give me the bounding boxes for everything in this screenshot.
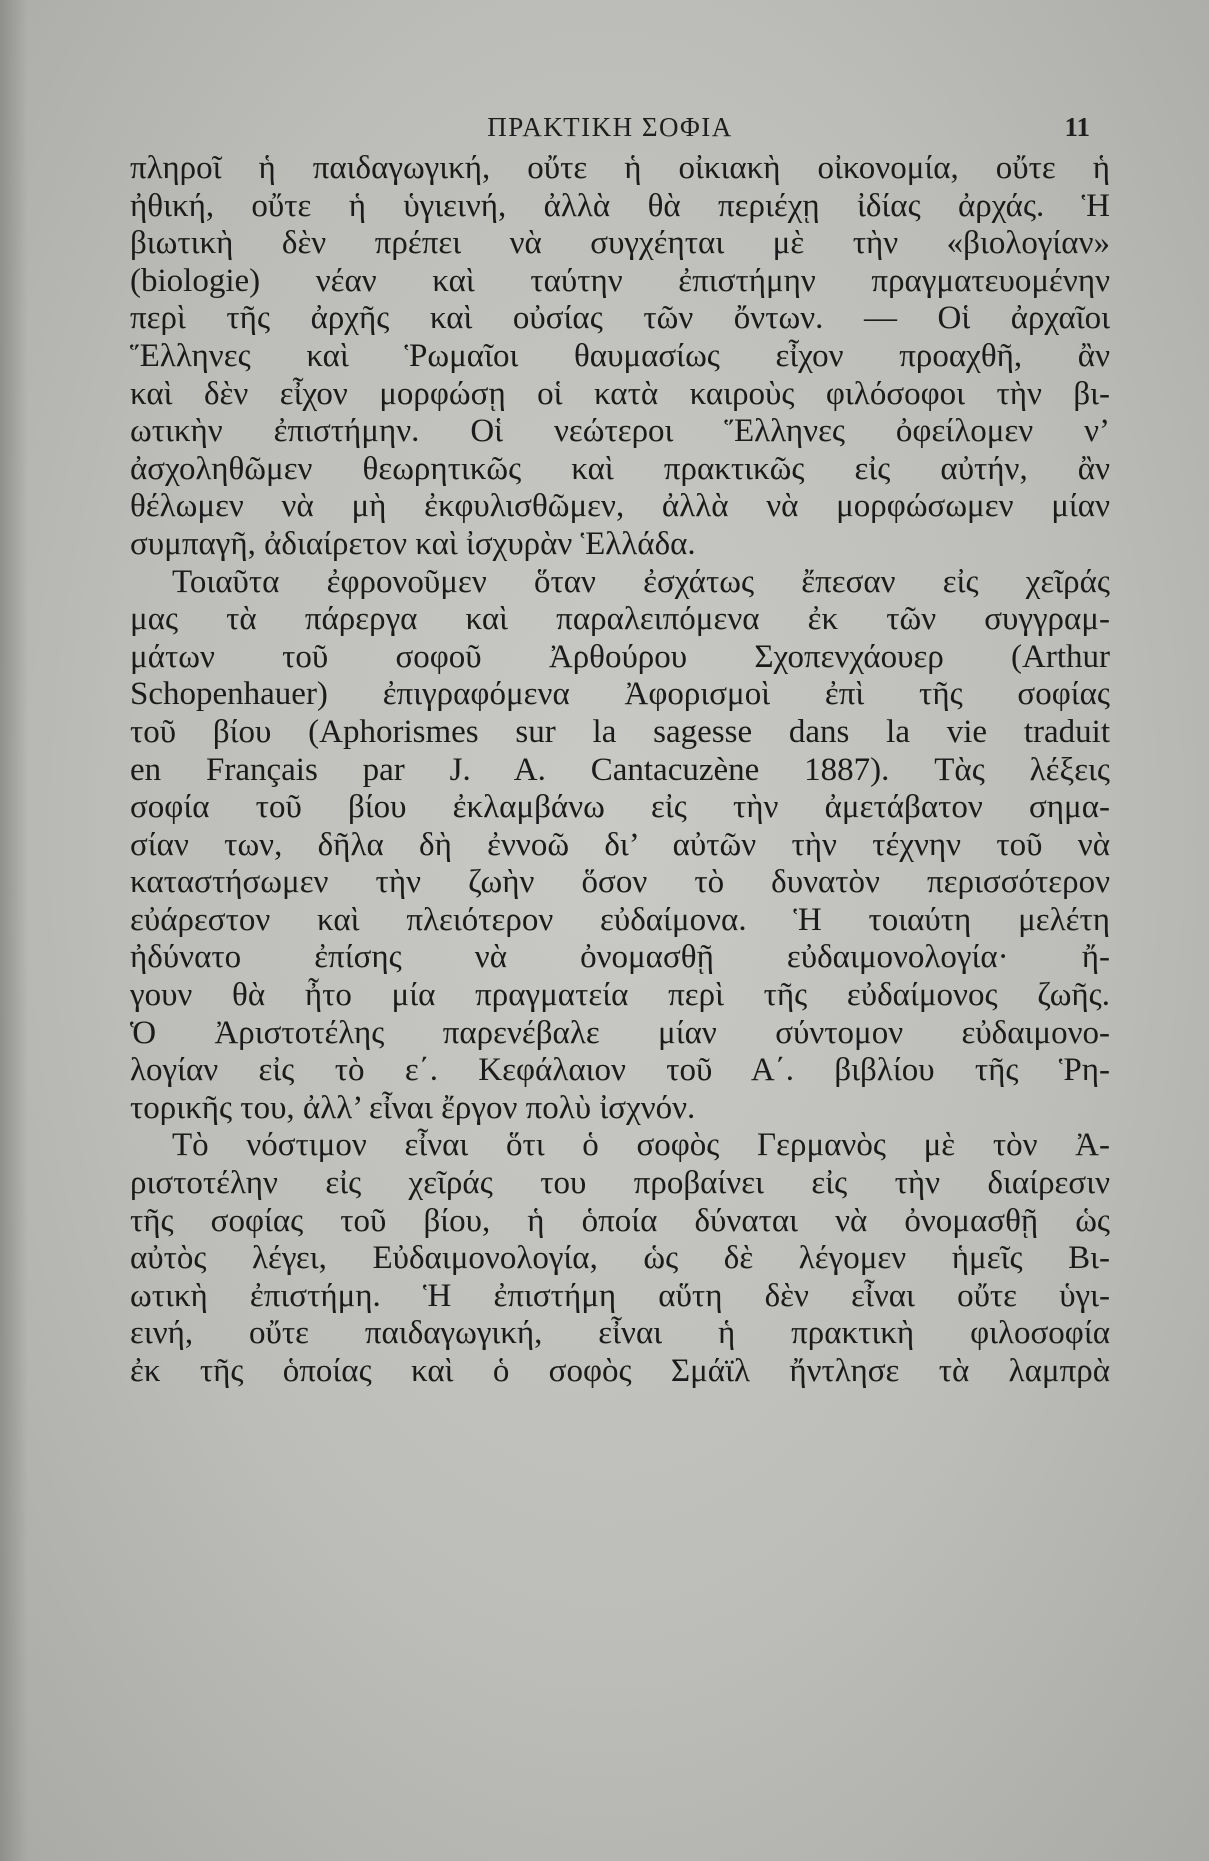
text-line: συμπαγῆ, ἀδιαίρετον καὶ ἰσχυρὰν Ἑλλάδα. xyxy=(130,525,696,562)
text-line: ἐκ τῆς ὁποίας καὶ ὁ σοφὸς Σμάϊλ ἤντλησε τὰ λαμπρὰ xyxy=(130,1353,1110,1389)
text-line: θέλωμεν νὰ μὴ ἐκφυλισθῶμεν, ἀλλὰ νὰ μορφώσωμεν μίαν xyxy=(130,488,1110,525)
paragraph-start-line: Τὸ νόστιμον εἶναι ὅτι ὁ σοφὸς Γερμανὸς μὲ τὸν Ἀ- xyxy=(172,1127,1110,1164)
text-line: τοῦ βίου (Aphorismes sur la sagesse dans la vie traduit xyxy=(130,713,1110,750)
text-line: en Français par J. A. Cantacuzène 1887). Τὰς λέξεις xyxy=(130,751,1110,788)
running-head xyxy=(130,112,1090,152)
text-line: Ὁ Ἀριστοτέλης παρενέβαλε μίαν σύντομον εὐδαιμονο- xyxy=(130,1014,1110,1051)
text-line: Ἕλληνες καὶ Ῥωμαῖοι θαυμασίως εἶχον προαχθῆ, ἂν xyxy=(130,337,1110,374)
text-line: λογίαν εἰς τὸ ε΄. Κεφάλαιον τοῦ Α΄. βιβλίου τῆς Ῥη- xyxy=(130,1052,1110,1089)
text-line: ωτικὴν ἐπιστήμην. Οἱ νεώτεροι Ἕλληνες ὀφείλομεν ν’ xyxy=(130,413,1110,450)
text-line: ἠδύνατο ἐπίσης νὰ ὀνομασθῇ εὐδαιμονολογία· ἤ- xyxy=(130,939,1110,976)
paragraph-start-line: Τοιαῦτα ἐφρονοῦμεν ὅταν ἐσχάτως ἔπεσαν εἰς χεῖράς xyxy=(172,563,1110,600)
text-line: ἠθική, οὔτε ἡ ὑγιεινή, ἀλλὰ θὰ περιέχῃ ἰδίας ἀρχάς. Ἡ xyxy=(130,187,1110,224)
text-line: ωτικὴ ἐπιστήμη. Ἡ ἐπιστήμη αὕτη δὲν εἶναι οὔτε ὑγι- xyxy=(130,1277,1110,1314)
text-line: τορικῆς του, ἀλλ’ εἶναι ἔργον πολὺ ἰσχνόν. xyxy=(130,1089,696,1126)
text-line: τῆς σοφίας τοῦ βίου, ἡ ὁποία δύναται νὰ ὀνομασθῇ ὡς xyxy=(130,1202,1110,1239)
text-line: περὶ τῆς ἀρχῆς καὶ οὐσίας τῶν ὄντων. — Οἱ ἀρχαῖοι xyxy=(130,300,1110,337)
text-line: εὐάρεστον καὶ πλειότερον εὐδαίμονα. Ἡ τοιαύτη μελέτη xyxy=(130,901,1110,938)
text-line: βιωτικὴ δὲν πρέπει νὰ συγχέηται μὲ τὴν «βιολογίαν» xyxy=(130,225,1110,262)
text-line: ριστοτέλην εἰς χεῖράς του προβαίνει εἰς τὴν διαίρεσιν xyxy=(130,1165,1110,1202)
running-title: ΠΡΑΚΤΙΚΗ ΣΟΦΙΑ xyxy=(487,112,733,142)
text-line: ἀσχοληθῶμεν θεωρητικῶς καὶ πρακτικῶς εἰς αὐτήν, ἂν xyxy=(130,450,1110,487)
text-line: καὶ δὲν εἶχον μορφώσῃ οἱ κατὰ καιροὺς φιλόσοφοι τὴν βι- xyxy=(130,375,1110,412)
body-text xyxy=(130,150,1110,1391)
text-line: (biologie) νέαν καὶ ταύτην ἐπιστήμην πραγματευομένην xyxy=(130,262,1110,299)
text-line: Schopenhauer) ἐπιγραφόμενα Ἀφορισμοὶ ἐπὶ τῆς σοφίας xyxy=(130,676,1110,713)
text-line: σίαν των, δῆλα δὴ ἐννοῶ δι’ αὐτῶν τὴν τέχνην τοῦ νὰ xyxy=(130,826,1110,863)
text-line: μας τὰ πάρεργα καὶ παραλειπόμενα ἐκ τῶν συγγραμ- xyxy=(130,601,1110,638)
text-line: πληροῖ ἡ παιδαγωγική, οὔτε ἡ οἰκιακὴ οἰκονομία, οὔτε ἡ xyxy=(130,150,1110,186)
text-line: μάτων τοῦ σοφοῦ Ἀρθούρου Σχοπενχάουερ (Arthur xyxy=(130,638,1110,675)
text-line: γουν θὰ ἦτο μία πραγματεία περὶ τῆς εὐδαίμονος ζωῆς. xyxy=(130,977,1110,1014)
page-number: 11 xyxy=(1064,112,1090,142)
text-line: εινή, οὔτε παιδαγωγική, εἶναι ἡ πρακτικὴ φιλοσοφία xyxy=(130,1315,1110,1352)
text-line: σοφία τοῦ βίου ἐκλαμβάνω εἰς τὴν ἀμετάβατον σημα- xyxy=(130,789,1110,826)
text-line: καταστήσωμεν τὴν ζωὴν ὅσον τὸ δυνατὸν περισσότερον xyxy=(130,864,1110,901)
text-line: αὐτὸς λέγει, Εὐδαιμονολογία, ὡς δὲ λέγομεν ἡμεῖς Βι- xyxy=(130,1240,1110,1277)
